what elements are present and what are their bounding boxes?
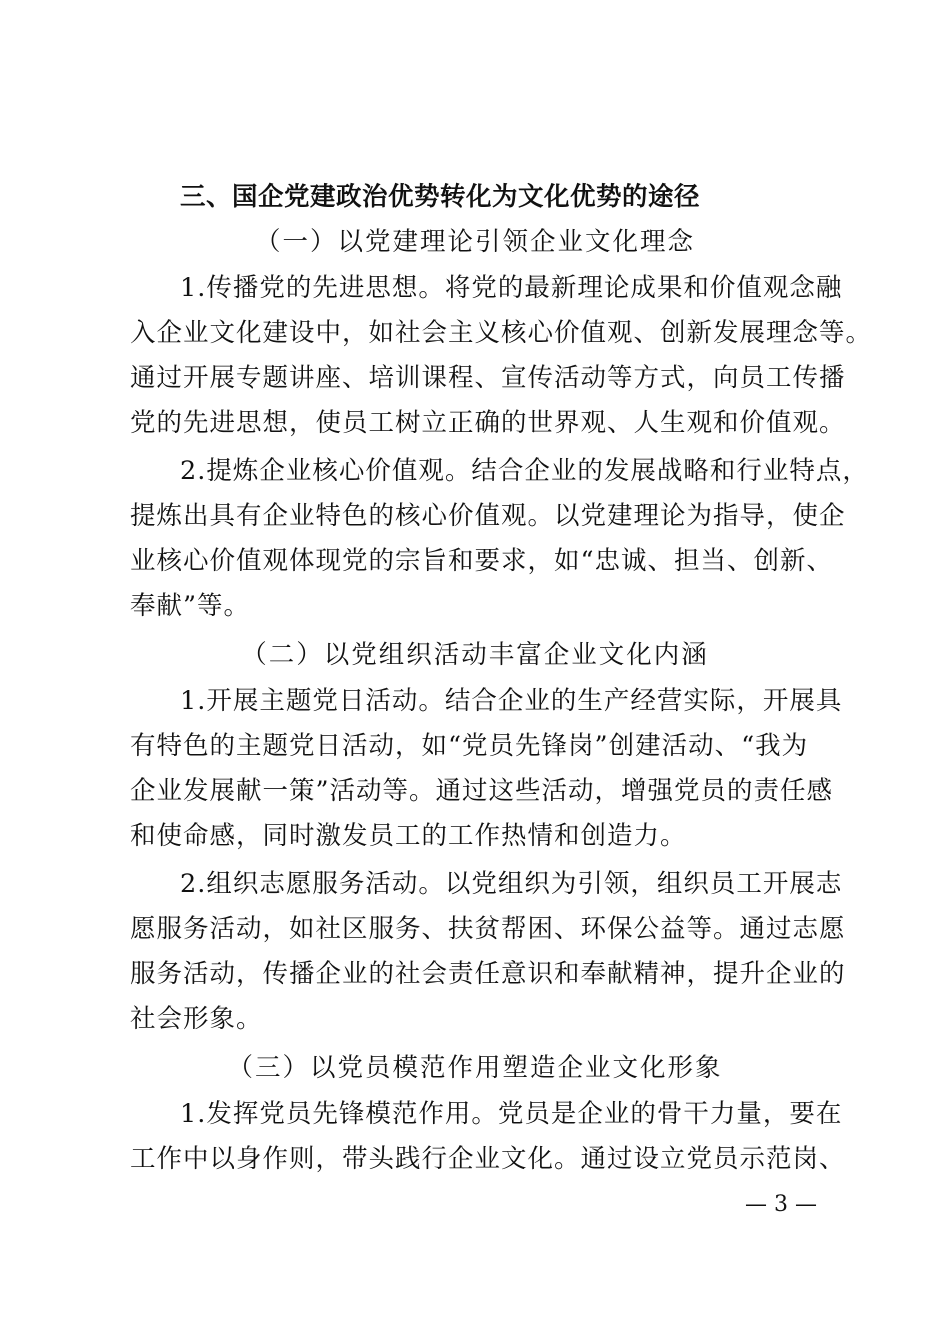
paragraph-line: 社会形象。 — [130, 1004, 263, 1034]
paragraph-line: 党的先进思想，使员工树立正确的世界观、人生观和价值观。 — [130, 408, 846, 438]
paragraph-line: 企业发展献一策”活动等。通过这些活动，增强党员的责任感 — [130, 776, 834, 806]
paragraph-line: 1.开展主题党日活动。结合企业的生产经营实际，开展具 — [180, 686, 843, 716]
subsection-title-3: （三）以党员模范作用塑造企业文化形象 — [227, 1053, 723, 1083]
paragraph-line: 通过开展专题讲座、培训课程、宣传活动等方式，向员工传播 — [130, 363, 846, 393]
paragraph-line: 业核心价值观体现党的宗旨和要求，如“忠诚、担当、创新、 — [130, 546, 834, 576]
page-number: — 3 — — [745, 1192, 817, 1217]
paragraph-line: 1.发挥党员先锋模范作用。党员是企业的骨干力量，要在 — [180, 1099, 843, 1129]
paragraph-line: 2.提炼企业核心价值观。结合企业的发展战略和行业特点， — [180, 456, 869, 486]
paragraph-line: 提炼出具有企业特色的核心价值观。以党建理论为指导，使企 — [130, 501, 846, 531]
paragraph-line: 愿服务活动，如社区服务、扶贫帮困、环保公益等。通过志愿 — [130, 914, 846, 944]
paragraph-line: 1.传播党的先进思想。将党的最新理论成果和价值观念融 — [180, 273, 843, 303]
paragraph-line: 有特色的主题党日活动，如“党员先锋岗”创建活动、“我为 — [130, 731, 809, 761]
subsection-title-2: （二）以党组织活动丰富企业文化内涵 — [241, 640, 709, 670]
section-heading: 三、国企党建政治优势转化为文化优势的途径 — [180, 182, 701, 212]
paragraph-line: 奉献”等。 — [130, 591, 251, 621]
paragraph-line: 2.组织志愿服务活动。以党组织为引领，组织员工开展志 — [180, 869, 843, 899]
subsection-title-1: （一）以党建理论引领企业文化理念 — [254, 227, 695, 257]
paragraph-line: 工作中以身作则，带头践行企业文化。通过设立党员示范岗、 — [130, 1144, 846, 1174]
paragraph-line: 入企业文化建设中，如社会主义核心价值观、创新发展理念等。 — [130, 318, 873, 348]
paragraph-line: 和使命感，同时激发员工的工作热情和创造力。 — [130, 821, 687, 851]
paragraph-line: 服务活动，传播企业的社会责任意识和奉献精神，提升企业的 — [130, 959, 846, 989]
